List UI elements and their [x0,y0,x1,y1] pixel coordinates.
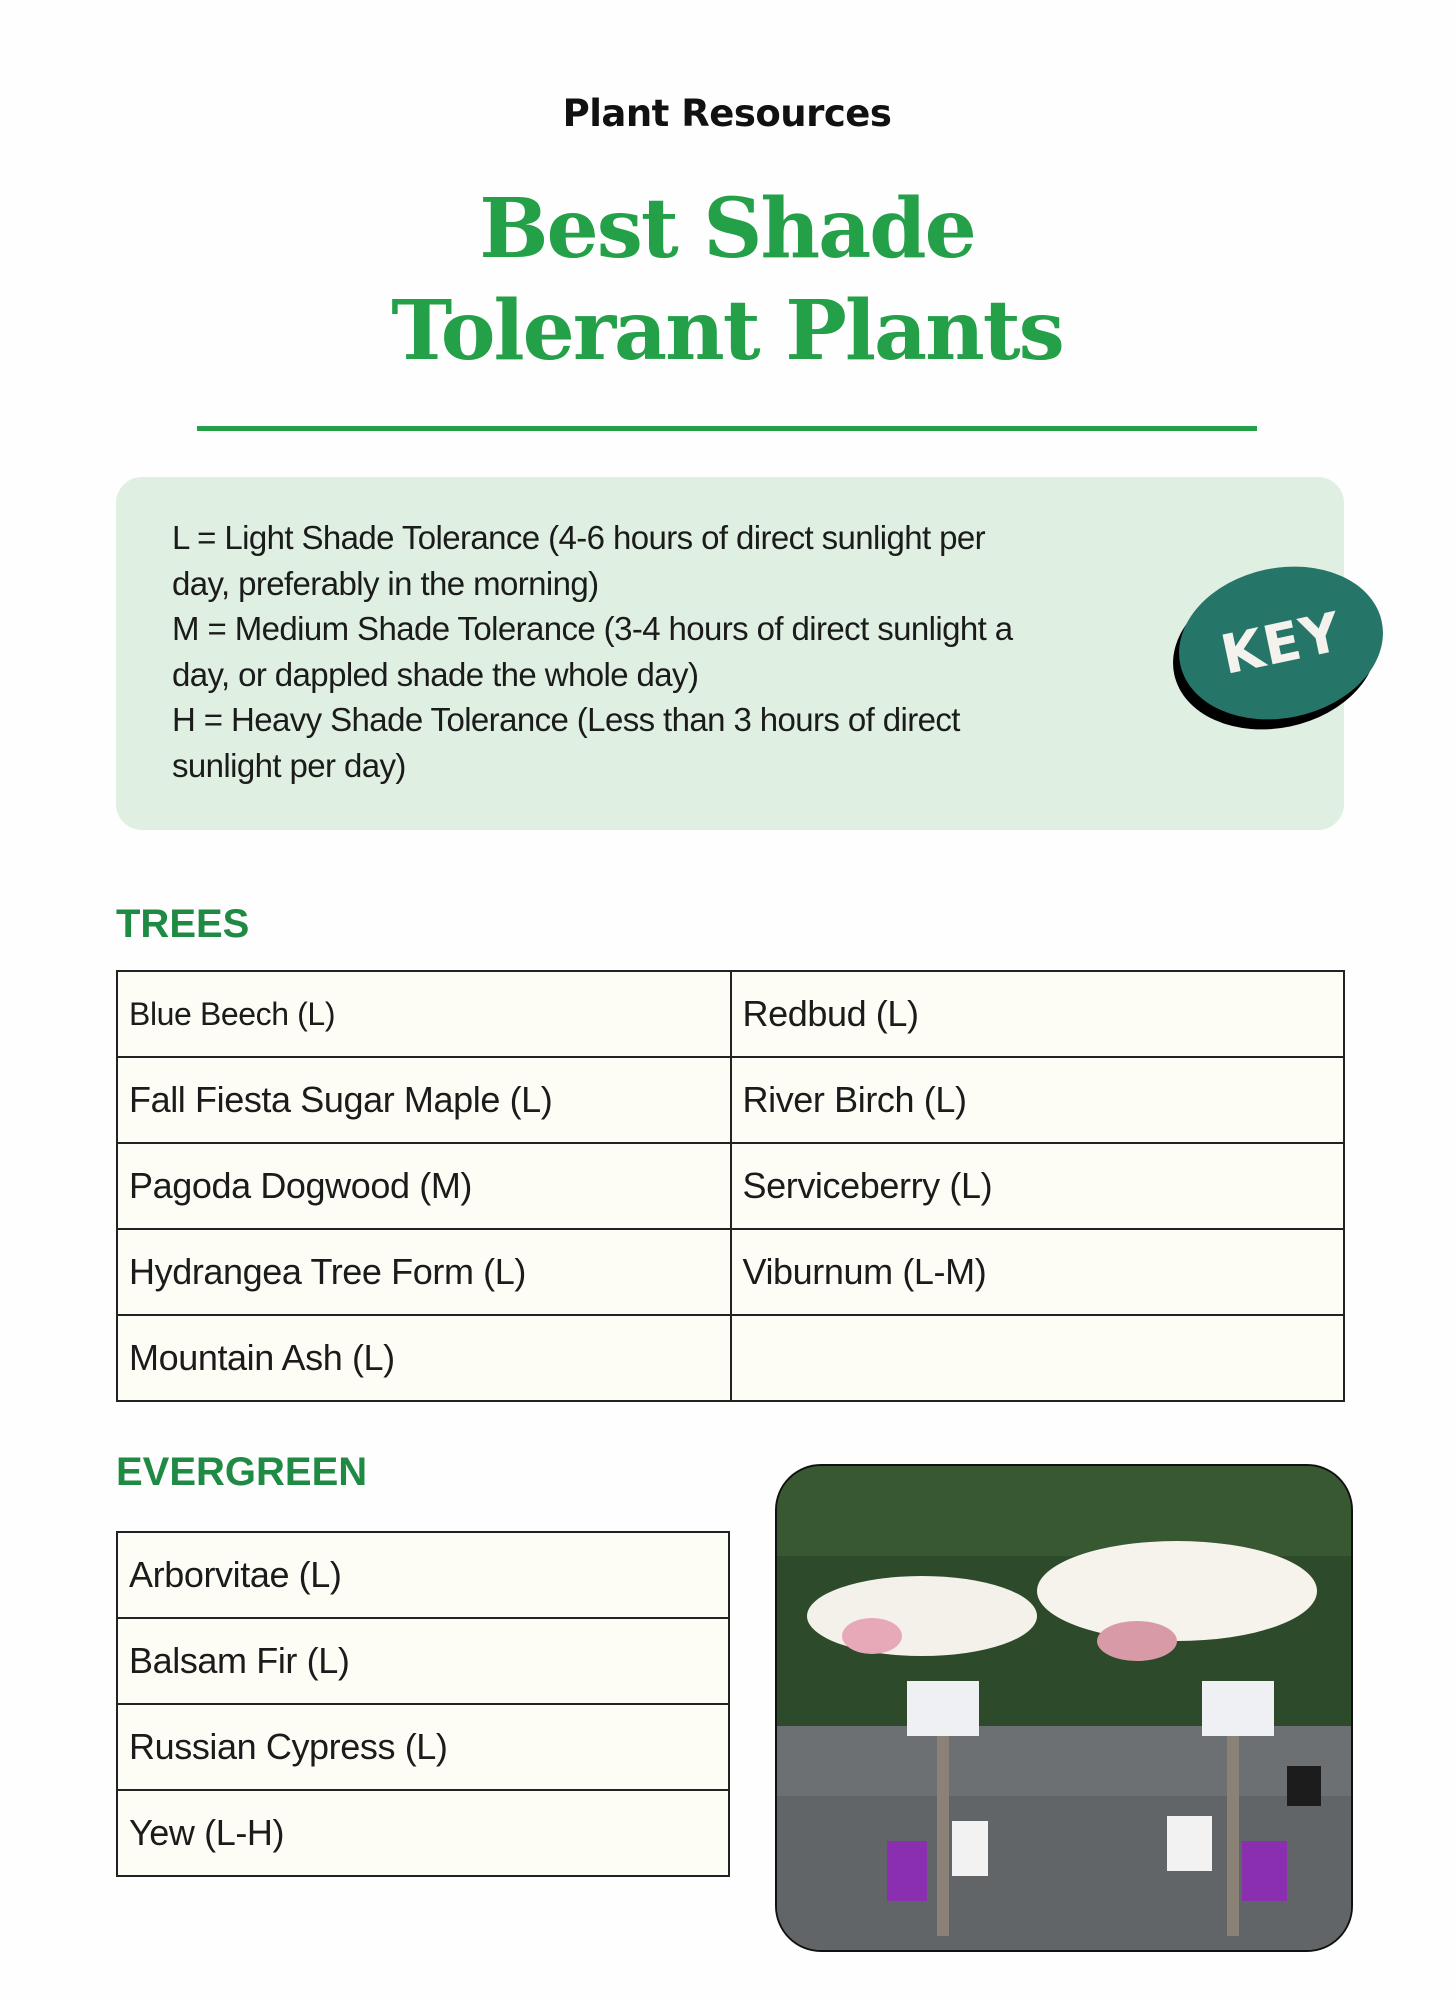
key-legend-box [116,477,1344,830]
table-cell: Pagoda Dogwood (M) [117,1143,731,1229]
photo-white-pot-right [1167,1816,1212,1871]
table-row [117,971,1344,1057]
table-cell: Blue Beech (L) [117,971,731,1057]
table-cell: Russian Cypress (L) [117,1704,729,1790]
key-line-heavy: H = Heavy Shade Tolerance (Less than 3 hours of direct sunlight per day) [172,701,960,784]
title-line-2: Tolerant Plants [391,283,1063,379]
photo-black-pot [1287,1766,1321,1806]
trees-heading: TREES [116,902,250,946]
trees-table [116,970,1345,1402]
title-divider [197,426,1257,431]
photo-sign-post-left [937,1726,949,1936]
title-line-1: Best Shade [479,181,975,277]
key-line-medium: M = Medium Shade Tolerance (3-4 hours of direct sunlight a day, or dappled shade the whole day) [172,610,1013,693]
table-cell: Balsam Fir (L) [117,1618,729,1704]
table-cell-empty [731,1315,1345,1401]
key-legend-text [172,515,1172,788]
table-row [117,1618,729,1704]
key-badge [1172,568,1384,728]
nursery-photo [775,1464,1353,1952]
table-cell: Fall Fiesta Sugar Maple (L) [117,1057,731,1143]
table-row [117,1532,729,1618]
photo-hydrangea-right [1037,1541,1317,1641]
nursery-photo-illustration [777,1466,1351,1950]
table-cell: Arborvitae (L) [117,1532,729,1618]
table-cell: Hydrangea Tree Form (L) [117,1229,731,1315]
table-row [117,1315,1344,1401]
photo-pink-blooms-right [1097,1621,1177,1661]
evergreen-table [116,1531,730,1877]
table-row [117,1143,1344,1229]
table-row [117,1790,729,1876]
table-cell: Yew (L-H) [117,1790,729,1876]
photo-purple-pot-right [1242,1841,1287,1901]
table-row [117,1229,1344,1315]
photo-sign-post-right [1227,1726,1239,1936]
photo-sign-left [907,1681,979,1736]
table-cell: Viburnum (L-M) [731,1229,1345,1315]
page-title [0,178,1454,382]
photo-hydrangea-left [807,1576,1037,1656]
key-badge-label: KEY [1215,599,1347,687]
table-row [117,1057,1344,1143]
table-cell: Redbud (L) [731,971,1345,1057]
photo-sky-trees [777,1466,1351,1556]
table-cell: Serviceberry (L) [731,1143,1345,1229]
photo-purple-pot-left [887,1841,927,1901]
table-row [117,1704,729,1790]
photo-white-pot [952,1821,988,1876]
evergreen-heading: EVERGREEN [116,1450,368,1494]
table-cell: Mountain Ash (L) [117,1315,731,1401]
key-line-light: L = Light Shade Tolerance (4-6 hours of direct sunlight per day, preferably in the morning) [172,519,986,602]
table-cell: River Birch (L) [731,1057,1345,1143]
photo-pink-blooms [842,1618,902,1654]
eyebrow-label: Plant Resources [562,92,892,135]
photo-sign-right [1202,1681,1274,1736]
